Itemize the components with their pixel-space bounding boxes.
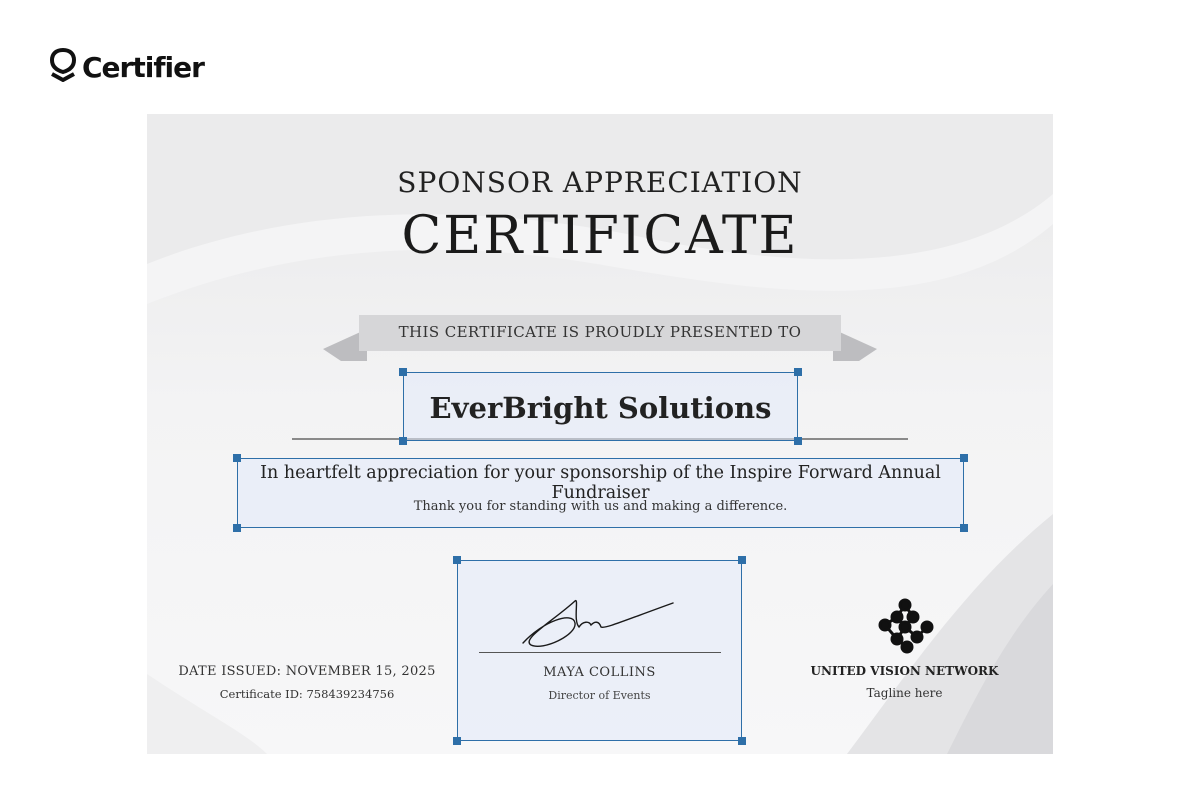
resize-handle-bottom-left[interactable]: [453, 737, 461, 745]
resize-handle-top-left[interactable]: [453, 556, 461, 564]
presented-to-label: THIS CERTIFICATE IS PROUDLY PRESENTED TO: [398, 323, 802, 341]
signature-image: [513, 591, 683, 651]
date-issued[interactable]: DATE ISSUED: NOVEMBER 15, 2025: [178, 664, 436, 679]
brand-logo[interactable]: [50, 48, 204, 86]
resize-handle-top-right[interactable]: [738, 556, 746, 564]
signature-line: [479, 652, 721, 653]
brand-name: Certifier: [82, 50, 204, 84]
resize-handle-top-right[interactable]: [960, 454, 968, 462]
resize-handle-bottom-left[interactable]: [399, 437, 407, 445]
recipient-name-field[interactable]: [403, 372, 798, 441]
resize-handle-bottom-right[interactable]: [794, 437, 802, 445]
recipient-name: EverBright Solutions: [429, 391, 772, 425]
message-field[interactable]: [237, 458, 964, 528]
resize-handle-top-left[interactable]: [233, 454, 241, 462]
signer-role: Director of Events: [548, 689, 651, 702]
certificate-id[interactable]: Certificate ID: 758439234756: [219, 687, 395, 701]
signature-field[interactable]: [457, 560, 742, 741]
certifier-shield-icon: [50, 48, 76, 86]
certificate-canvas[interactable]: [147, 114, 1053, 754]
organization-tagline[interactable]: Tagline here: [866, 686, 943, 700]
resize-handle-bottom-right[interactable]: [960, 524, 968, 532]
organization-name[interactable]: UNITED VISION NETWORK: [810, 664, 999, 678]
certificate-title: CERTIFICATE: [401, 206, 799, 266]
signer-name: MAYA COLLINS: [543, 665, 656, 680]
resize-handle-bottom-right[interactable]: [738, 737, 746, 745]
certificate-subtitle: SPONSOR APPRECIATION: [397, 166, 803, 199]
network-nodes-logo-icon[interactable]: [877, 597, 937, 655]
resize-handle-top-left[interactable]: [399, 368, 407, 376]
resize-handle-top-right[interactable]: [794, 368, 802, 376]
resize-handle-bottom-left[interactable]: [233, 524, 241, 532]
thank-you-message: Thank you for standing with us and making a difference.: [413, 499, 788, 514]
appreciation-message: In heartfelt appreciation for your sponsorship of the Inspire Forward Annual Fundraiser: [260, 463, 941, 503]
